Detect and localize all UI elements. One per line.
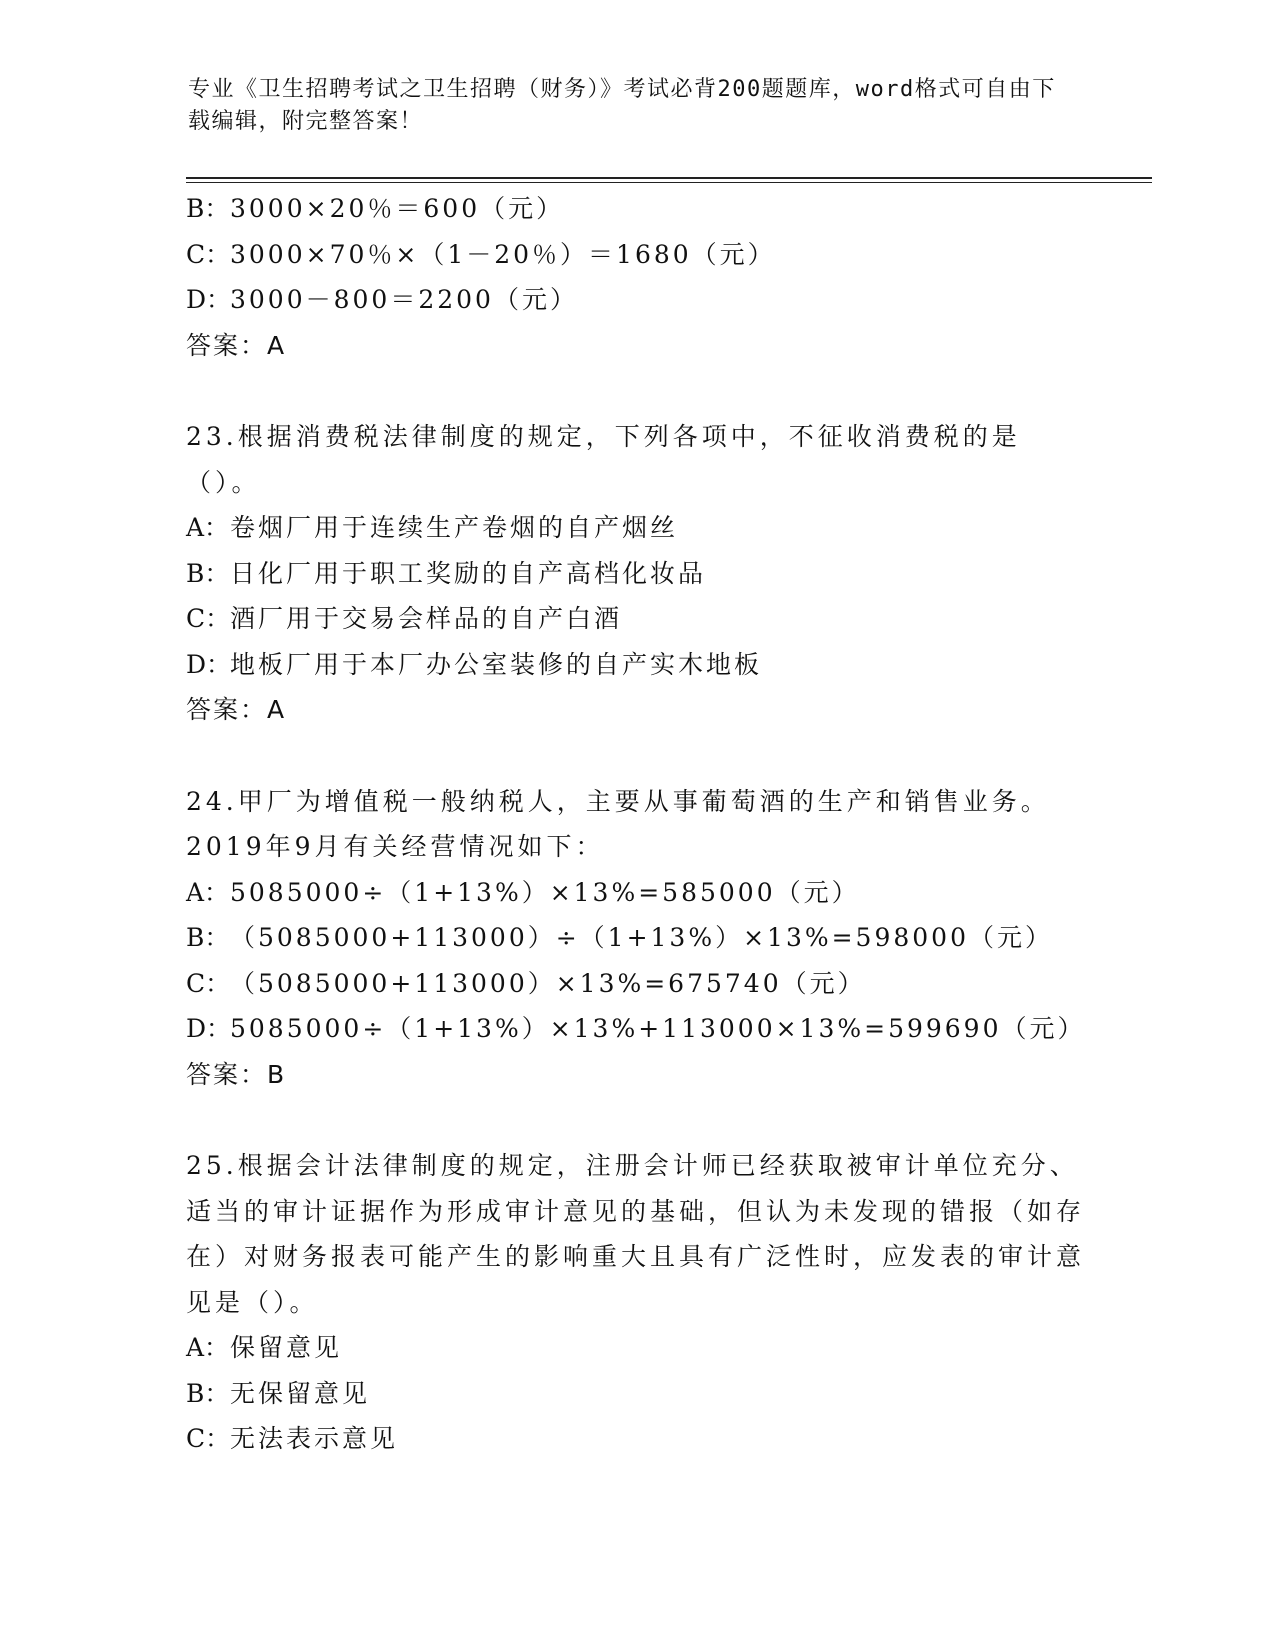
question-stem: 23.根据消费税法律制度的规定，下列各项中，不征收消费税的是（）。 bbox=[186, 422, 1021, 497]
header-divider-thin bbox=[186, 182, 1152, 183]
option-a: A：保留意见 bbox=[186, 1333, 343, 1362]
option-b: B：（5085000+113000）÷（1+13%）×13%=598000（元） bbox=[186, 923, 1053, 952]
answer: 答案：A bbox=[186, 330, 287, 360]
option-a: A：5085000÷（1+13%）×13%=585000（元） bbox=[186, 877, 860, 907]
option-d: D：3000－800＝2200（元） bbox=[186, 285, 578, 314]
option-c: C：无法表示意见 bbox=[186, 1424, 399, 1453]
question-24 bbox=[186, 779, 1086, 1098]
option-d: D：地板厂用于本厂办公室装修的自产实木地板 bbox=[186, 649, 763, 679]
option-c: C：3000×70％×（1－20％）＝1680（元） bbox=[186, 239, 776, 269]
option-d: D：5085000÷（1+13%）×13%+113000×13%=599690（元） bbox=[186, 1014, 1086, 1043]
answer: 答案：A bbox=[186, 695, 287, 724]
document-header: 专业《卫生招聘考试之卫生招聘（财务）》考试必背200题题库，word格式可自由下载编辑，附完整答案！ bbox=[188, 77, 1056, 134]
question-stem: 24.甲厂为增值税一般纳税人，主要从事葡萄酒的生产和销售业务。2019年9月有关经营情况如下： bbox=[186, 786, 1050, 861]
header-divider bbox=[186, 177, 1152, 179]
question-stem: 25.根据会计法律制度的规定，注册会计师已经获取被审计单位充分、适当的审计证据作为形成审计意见的基础，但认为未发现的错报（如存在）对财务报表可能产生的影响重大且具有广泛性时，应发表的审计意见是（）。 bbox=[186, 1151, 1086, 1317]
question-25 bbox=[186, 1143, 1086, 1462]
option-b: B：日化厂用于职工奖励的自产高档化妆品 bbox=[186, 558, 707, 588]
question-22 bbox=[186, 186, 1086, 368]
answer: 答案：B bbox=[186, 1059, 287, 1089]
question-23 bbox=[186, 414, 1086, 733]
option-c: C：酒厂用于交易会样品的自产白酒 bbox=[186, 604, 623, 633]
option-a: A：卷烟厂用于连续生产卷烟的自产烟丝 bbox=[186, 513, 679, 542]
option-b: B：无保留意见 bbox=[186, 1378, 371, 1408]
question-content bbox=[186, 186, 1086, 1462]
option-b: B：3000×20％＝600（元） bbox=[186, 194, 565, 223]
option-c: C：（5085000+113000）×13%=675740（元） bbox=[186, 968, 866, 998]
